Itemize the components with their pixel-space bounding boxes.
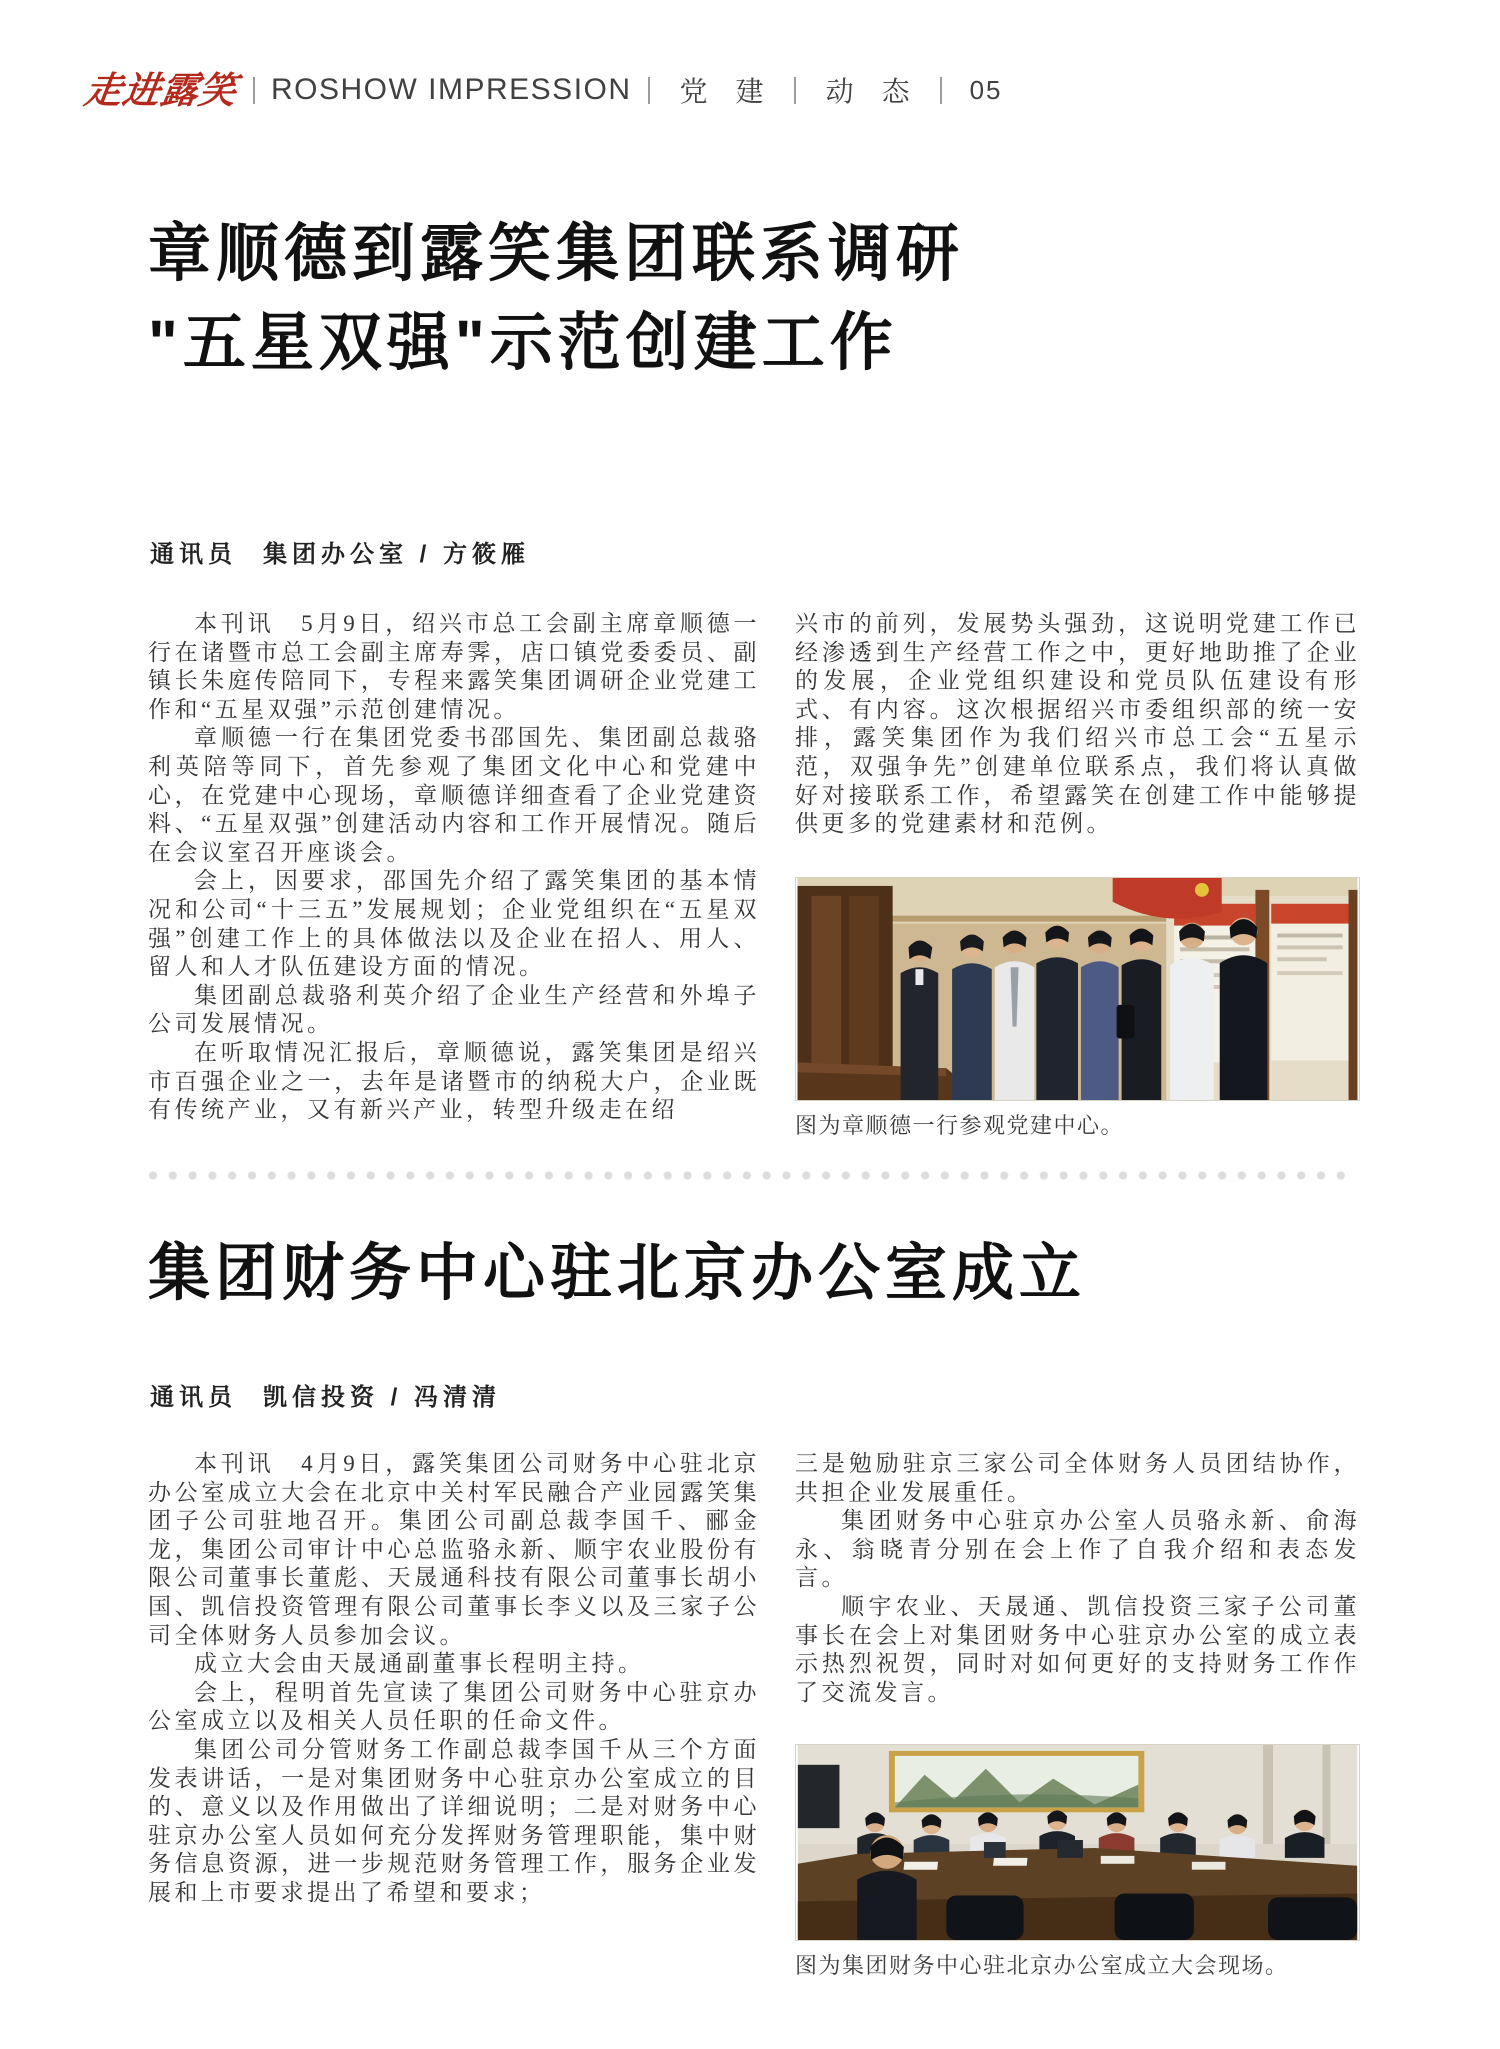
paragraph: 三是勉励驻京三家公司全体财务人员团结协作，共担企业发展重任。 <box>795 1451 1360 1505</box>
paragraph: 会上，因要求，邵国先介绍了露笑集团的基本情况和公司“十三五”发展规划；企业党组织在“五星双强”创建工作上的具体做法以及企业在招人、用人、留人和人才队伍建设方面的情况。 <box>148 868 760 980</box>
header-divider <box>648 77 650 104</box>
article2-headline: 集团财务中心驻北京办公室成立 <box>148 1239 1087 1308</box>
byline-name: 集团办公室 / 方筱雁 <box>263 541 531 568</box>
byline-role: 通讯员 <box>150 1384 237 1411</box>
section-title <box>666 70 1003 110</box>
page-header <box>81 68 1003 112</box>
section-char: 党 <box>679 76 708 107</box>
header-divider <box>940 77 942 104</box>
article2-right-column <box>795 1450 1360 1980</box>
paragraph: 集团财务中心驻京办公室人员骆永新、俞海永、翁晓青分别在会上作了自我介绍和表态发言。 <box>795 1508 1360 1591</box>
article1-body <box>148 610 1360 1140</box>
paragraph: 章顺德一行在集团党委书邵国先、集团副总裁骆利英陪等同下，首先参观了集团文化中心和党建中心，在党建中心现场，章顺德详细查看了企业党建资料、“五星双强”创建活动内容和工作开展情况。随后在会议室召开座谈会。 <box>148 725 760 865</box>
article2-photo-caption: 图为集团财务中心驻北京办公室成立大会现场。 <box>795 1953 1289 1979</box>
paragraph: 本刊讯 5月9日，绍兴市总工会副主席章顺德一行在诸暨市总工会副主席寿霁，店口镇党委委员、副镇长朱庭传陪同下，专程来露笑集团调研企业党建工作和“五星双强”示范创建情况。 <box>148 611 760 722</box>
article1-photo-caption: 图为章顺德一行参观党建中心。 <box>795 1112 1125 1138</box>
paragraph: 兴市的前列，发展势头强劲，这说明党建工作已经渗透到生产经营工作之中，更好地助推了企业的发展，企业党组织建设和党员队伍建设有形式、有内容。这次根据绍兴市委组织部的统一安排，露笑集团作为我们绍兴市总工会“五星示范，双强争先”创建单位联系点，我们将认真做好对接联系工作，希望露笑在创建工作中能够提供更多的党建素材和范例。 <box>795 611 1360 837</box>
section-char: 态 <box>881 76 910 107</box>
paragraph: 集团公司分管财务工作副总裁李国千从三个方面发表讲话，一是对集团财务中心驻京办公室成立的目的、意义以及作用做出了详细说明；二是对财务中心驻京办公室人员如何充分发挥财务管理职能，集中财务信息资源，进一步规范财务管理工作，服务企业发展和上市要求提出了希望和要求； <box>148 1736 760 1905</box>
magazine-brand: ROSHOW IMPRESSION <box>271 73 632 106</box>
roshow-calligraphy-logo: 走进露笑 <box>81 68 241 112</box>
article1-left-column <box>148 610 760 1140</box>
article2-body <box>148 1450 1360 1980</box>
article1-headline-line1: 章顺德到露笑集团联系调研 <box>148 219 964 289</box>
article1-headline <box>148 210 964 388</box>
article2-photo-meeting-room <box>795 1744 1360 1941</box>
article2-left-column <box>148 1450 760 1980</box>
dots-divider <box>148 1169 1355 1182</box>
byline-role: 通讯员 <box>150 541 237 568</box>
section-char: 建 <box>735 76 764 107</box>
paragraph: 顺宇农业、天晟通、凯信投资三家子公司董事长在会上对集团财务中心驻京办公室的成立表示热烈祝贺，同时对如何更好的支持财务工作作了交流发言。 <box>795 1593 1360 1705</box>
article1-headline-line2: "五星双强"示范创建工作 <box>148 308 898 378</box>
paragraph: 成立大会由天晟通副董事长程明主持。 <box>194 1651 645 1677</box>
article1-byline <box>150 534 530 569</box>
paragraph: 本刊讯 4月9日，露笑集团公司财务中心驻北京办公室成立大会在北京中关村军民融合产业园露笑集团子公司驻地召开。集团公司副总裁李国千、郦金龙，集团公司审计中心总监骆永新、顺宇农业股份有限公司董事长董彪、天晟通科技有限公司董事长胡小国、凯信投资管理有限公司董事长李义以及三家子公司全体财务人员参加会议。 <box>148 1451 760 1648</box>
section-char: 动 <box>825 76 854 107</box>
article1-photo-party-building-center <box>795 877 1360 1101</box>
paragraph: 集团副总裁骆利英介绍了企业生产经营和外埠子公司发展情况。 <box>148 982 760 1037</box>
article2-byline <box>150 1377 501 1412</box>
paragraph: 会上，程明首先宣读了集团公司财务中心驻京办公室成立以及相关人员任职的任命文件。 <box>148 1679 760 1734</box>
header-divider <box>253 77 255 104</box>
page-number: 05 <box>969 74 1003 105</box>
header-divider <box>794 77 796 104</box>
byline-name: 凯信投资 / 冯清清 <box>263 1384 502 1411</box>
paragraph: 在听取情况汇报后，章顺德说，露笑集团是绍兴市百强企业之一，去年是诸暨市的纳税大户，企业既有传统产业，又有新兴产业，转型升级走在绍 <box>148 1039 760 1123</box>
article1-right-column <box>795 610 1360 1140</box>
